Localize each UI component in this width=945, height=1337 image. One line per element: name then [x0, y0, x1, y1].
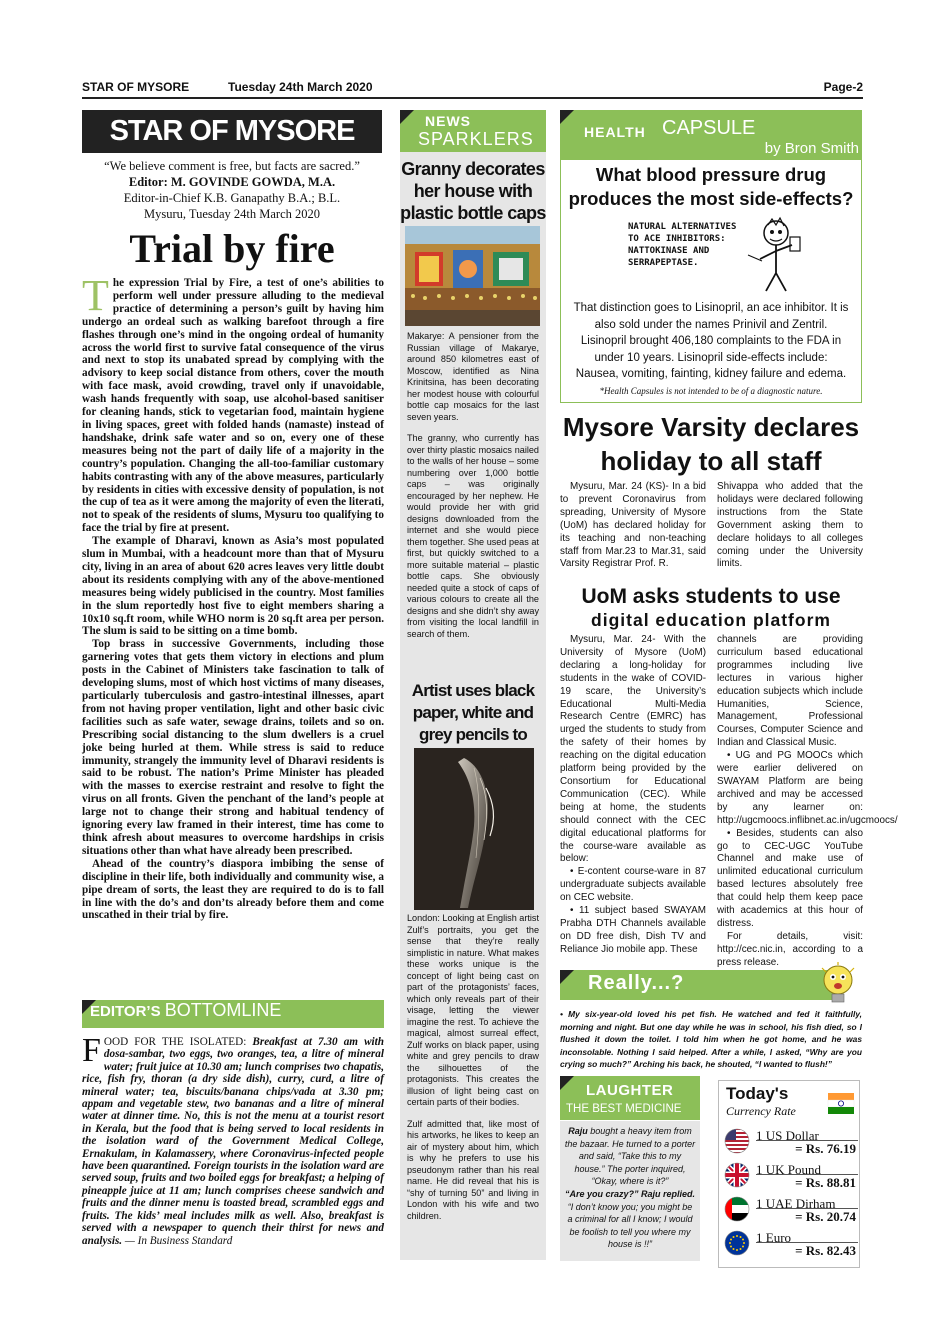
granny-story-paragraph: Makarye: A pensioner from the Russian village of Makarye, around 850 kilometres east of Moscow, identified as Nina Krinitsina, has been decorating her modest house with colourful bottle cap mosaics for the last seven years. — [407, 331, 539, 422]
artist-story-paragraph: London: Looking at English artist Zulf’s portraits, you get the sense that they’re really simplistic in nature. What makes these works unique is the concept of light being cast on part of the protagonists’ faces, which only reveals part of their visage, letting the viewer imagine the rest. To achieve the magical, almost surreal effect, Zulf works on black paper, using white and grey pencils to draw the silhouettes of the protagonists. This creates the illusion of light being cast on certain parts of their bodies. — [407, 913, 539, 1107]
editorial-dropcap: T — [82, 271, 109, 320]
news-sparklers-label-small: NEWS — [425, 113, 471, 129]
uom-paragraph: • 11 subject based SWAYAM Prabha DTH Channels available on DD free dish, Dish TV and Reliance Jio mobile app. These — [560, 905, 706, 955]
granny-story-title: Granny decorates her house with plastic bottle caps — [400, 159, 546, 223]
header-date: Tuesday 24th March 2020 — [228, 80, 373, 94]
currency-title: Today's — [726, 1084, 789, 1103]
bottomline-body — [82, 1032, 384, 1247]
currency-rate: = Rs. 88.81 — [795, 1175, 856, 1190]
currency-rate: = Rs. 76.19 — [795, 1141, 856, 1156]
laughter-label-small: THE BEST MEDICINE — [566, 1103, 682, 1115]
bottomline-text: Breakfast at 7.30 am with dosa-sambar, two eggs, two oranges, tea, a litre of mineral water; fruit juice at 10.30 am; lunch comprises two chapatis, rice, fish fry, thoran (a dry side dish), curry, curd, a litre of mineral water; tea, biscuits/banana chips/vada at 3.30 pm; appam and vegetable stew, two bananas and a litre of mineral water at dinner time. No, this is not the menu at a tourist resort in Kerala, but the food that is being served to local residents in the isolation ward of the Government Medical College, Ernakulam, in Kalamassery, where Coronavirus-infected people have been quarantined. Foreign tourists in the isolation ward are served soup, fruits and two boiled eggs for breakfast; a helping of pineapple juice at 11 am; lunch comprises cheese sandwich and fruits and the dinner menu is toasted bread, scrambled eggs and fruits. The kids’ meal includes milk as well. Also, breakfast is served with a newspaper to quench their thirst for news and analysis. — [82, 1036, 384, 1247]
artist-portrait-photo — [414, 748, 534, 910]
artist-story-title: Artist uses black paper, white and grey pencils to — [411, 681, 535, 744]
masthead-dateline: Mysuru, Tuesday 24th March 2020 — [143, 207, 321, 221]
health-capsule-label-big: CAPSULE — [662, 117, 756, 139]
editorial-paragraph: Top brass in successive Governments, including those garnering votes that gets them victory in elections and plum posts in the Cabinet of Ministers take fascination to talk of developing slums, most of which host victims of many diseases, particularly tuberculosis and gastro-intestinal illnesses, apart from not having proper ventilation, light and other basic civic facilities such as safe water, sewage drains, toilets and so on. Prescribing social distancing to the slum dwellers is a cruel joke being hurled at them. While stress is said to reduce immunity, strangely the immunity level of Dharavi residents is said to be robust. The nation’s Prime Minister has pleaded with the masses to exercise restraint and resolve to fight the virus on all fronts. Given the penchant of the land’s people at large not to change their strong and habitual tendency of ignoring every law framed in their interest, time has come to think afresh about measures to overcome hardships in crisis situations other than what have already been prescribed. — [82, 638, 384, 857]
eu-flag-icon — [724, 1230, 750, 1256]
laughter-name: Raju — [568, 1126, 588, 1136]
bottomline-lead: OOD FOR THE ISOLATED: — [103, 1036, 247, 1048]
bottomline-dropcap: F — [82, 1032, 101, 1069]
currency-name: 1 US Dollar — [756, 1128, 819, 1143]
masthead-info — [82, 158, 382, 222]
varsity-story-col1 — [560, 481, 706, 571]
uom-paragraph: • E-content course-ware in 87 undergraduate subjects available on CEC website. — [560, 866, 706, 904]
uom-paragraph: • Besides, students can also go to CEC-UGC YouTube Channel and make use of unlimited educational curriculum based lectures absolutely free that could help them keep pace with academics at this hour of distress. — [717, 827, 863, 929]
currency-subtitle: Currency Rate — [726, 1104, 796, 1118]
currency-row-eur — [722, 1228, 858, 1258]
varsity-story-col2 — [717, 481, 863, 571]
currency-row-gbp — [722, 1160, 858, 1190]
uom-paragraph: Mysuru, Mar. 24- With the University of Mysore (UoM) declaring a long-holiday for students in the wake of COVID-19 scare, the University’s Educational Multi-Media Research Centre (EMRC) has urged the students to study from the safety of their homes by reaching on the digital education platform being provided by the Consortium for Educational Communication (CEC). While being at home, the students should connect with the CEC digital educational platforms for the course-ware available as below: — [560, 634, 706, 865]
uom-story-title: UoM asks students to use — [581, 585, 841, 608]
health-capsule-note: *Health Capsules is not intended to be of a diagnostic nature. — [599, 386, 823, 396]
health-capsule-byline: by Bron Smith — [764, 140, 859, 157]
currency-rate: = Rs. 20.74 — [795, 1209, 856, 1224]
uom-story-subtitle: digital education platform — [591, 610, 831, 630]
header-paper-name: STAR OF MYSORE — [82, 80, 190, 94]
health-capsule-label-small: HEALTH — [584, 124, 646, 140]
uom-paragraph: channels are providing curriculum based educational programmes including live lectures in various higher education subjects which include Humanities, Science, Management, Professional Courses, Computer Science and Indian and Classical Music. — [717, 634, 863, 749]
health-capsule-question: What blood pressure drug produces the most side-effects? — [568, 164, 854, 209]
header-rule — [82, 97, 863, 99]
currency-rate: = Rs. 82.43 — [795, 1243, 856, 1258]
cartoon-caption: NATURAL ALTERNATIVES TO ACE INHIBITORS: NATTOKINASE AND SERRAPEPTASE. — [628, 222, 737, 268]
varsity-paragraph: Mysuru, Mar. 24 (KS)- In a bid to prevent Coronavirus from spreading, University of Mysore (UoM) has declared holiday for its teaching and non-teaching staff from Mar.23 to Mar.31, said Varsity Registrar Prof. R. — [560, 481, 706, 570]
us-flag-icon — [724, 1128, 750, 1154]
motto: “We believe comment is free, but facts are sacred.” — [104, 159, 360, 173]
editor-line: Editor: M. GOVINDE GOWDA, M.A. — [128, 175, 336, 189]
varsity-paragraph: Shivappa who added that the holidays were declared following instructions from the State Government asking them to declare holidays to all colleges coming under the University limits. — [717, 481, 863, 570]
laughter-text: bought a heavy item from the bazaar. He turned to a porter and said, “Take this to my house.” The porter inquired, “Okay, where is it?” — [564, 1126, 696, 1187]
banner-corner — [560, 110, 574, 124]
uom-story-col1 — [560, 634, 706, 957]
currency-row-usd — [722, 1126, 858, 1156]
editorial-body — [82, 271, 384, 922]
editorial-paragraph: The example of Dharavi, known as Asia’s most populated slum in Mumbai, with a headcount more than that of Mysuru city, living in an area of about 620 acres leaves very little doubt about its residents complying with any of the above-mentioned measures being widely publicised in the country. Most families in the slum reportedly host five to eight members sharing a 10x10 sq.ft room, while WHO norm is 20 sq.ft area per person. The slum is said to be sitting on a time bomb. — [82, 535, 384, 638]
editorial-paragraph: he expression Trial by Fire, a test of one’s abilities to perform well under pressure alluding to the medieval practice of determining a person’s guilt by having him undergo an ordeal such as walking barefoot through a fire flashes through one’s mind in the ongoing ordeal of humanity across the world first to survive fatal consequence of the virus and next to stop its unabated spread by complying with the advisory to keep social distance from others, cover the mouth with face mask, avoid crowding, travel only if unavoidable, wash hands frequently with soap, use alcohol-based sanitiser for cleaning hands, stick to vegetarian food, maintain hygiene in living spaces, greet with folded hands (namaste) instead of handshake, drink safe water and so on, every one of these measures being not the part of daily life of a majority in the country’s population. Changing the all-too-familiar customary habits contrasting with any of the above measures, particularly by residents in cities with excessive density of population, is not the cup of tea as it were among the majority of even the literati, not to speak of the residents of slums, Mysuru too qualifying to face the trial by fire at present. — [82, 277, 384, 535]
uom-paragraph: For details, visit: http://cec.nic.in, according to a press release. — [717, 930, 863, 968]
currency-name: 1 UAE Dirham — [756, 1196, 836, 1211]
varsity-story-title: Mysore Varsity declares holiday to all staff — [562, 412, 860, 476]
health-cartoon — [620, 215, 810, 295]
banner-corner — [560, 970, 574, 984]
granny-story-paragraph: The granny, who currently has over thirty plastic mosaics nailed to the walls of her house – some numbering over 1,000 bottle caps – was originally encouraged by her nephew. He would provide her with grid designs downloaded from the internet and she would piece them together. She used peas at first, but quickly switched to a more suitable material – plastic bottle caps. She obviously needed quite a stock of caps of various colours to create all the designs and she didn’t shy away from visiting the local landfill in search of them. — [407, 433, 539, 639]
uk-flag-icon — [724, 1162, 750, 1188]
granny-story-body — [407, 331, 539, 650]
really-body — [560, 1008, 862, 1071]
header-page-number: Page-2 — [823, 80, 863, 94]
editor-in-chief-line: Editor-in-Chief K.B. Ganapathy B.A.; B.L. — [123, 191, 341, 205]
india-flag-icon — [826, 1088, 856, 1118]
editorial-paragraph: Ahead of the country’s diaspora imbibing the sense of discipline in their life, both individually and community wise, a pipe dream of sorts, the least they are required to do is to fall in line with the do’s and don’ts already before them and come unscathed in their trial by fire. — [82, 857, 384, 922]
banner-corner — [400, 110, 414, 124]
doctor-cartoon-icon — [740, 215, 810, 295]
artist-story-body — [407, 913, 539, 1232]
masthead-title: STAR OF MYSORE — [82, 110, 382, 153]
bottomline-label-small: EDITOR’S — [90, 1003, 161, 1020]
laughter-text: “I don’t know you; you might be a criminal for all I know; I would be foolish to tell you where my house is !!” — [567, 1201, 693, 1250]
granny-house-photo — [405, 226, 540, 326]
really-text: • My six-year-old loved his pet fish. He watched and fed it faithfully, morning and night. But one day while he was in school, his fish died, so I flushed it down the toilet. I told him when he got home, and he was inconsolable. Nothing I said helped. After a while, I asked, “Why are you crying so much?” Arching his back, he shouted, “I wanted to flush!” — [560, 1009, 862, 1070]
bottomline-source: — In Business Standard — [124, 1234, 233, 1247]
banner-corner — [560, 1076, 574, 1090]
news-sparklers-label-big: SPARKLERS — [418, 129, 534, 149]
laughter-body — [560, 1121, 700, 1261]
uae-flag-icon — [724, 1196, 750, 1222]
uom-paragraph: • UG and PG MOOCs which were earlier delivered on SWAYAM Platform are being archived and may be accessed by any learner on: http://ugcmoocs.inflibnet.ac.in/ugcmoocs/ — [717, 750, 898, 826]
uom-story-col2 — [717, 634, 898, 970]
laughter-label-big: LAUGHTER — [586, 1082, 674, 1099]
editorial-title: Trial by fire — [129, 226, 335, 271]
lightbulb-icon — [818, 962, 858, 1008]
health-capsule-answer: That distinction goes to Lisinopril, an ace inhibitor. It is also sold under the names Prinivil and Zentril. Lisinopril brought 406,180 complaints to the FDA in under 10 years. Lisinopril side-effects include: Nausea, vomiting, fainting, kidney failure and edema. — [573, 302, 849, 380]
artist-story-paragraph: Zulf admitted that, like most of his artworks, he likes to keep an air of mystery about him, which is why he prefers to use his pseudonym rather than his real name. He did reveal that his is “shy of turning 50” and living in London with his wife and two children. — [407, 1118, 539, 1221]
currency-name: 1 Euro — [756, 1230, 792, 1245]
currency-name: 1 UK Pound — [756, 1162, 822, 1177]
bottomline-label — [90, 1000, 281, 1028]
really-label: Really...? — [588, 972, 685, 994]
laughter-text: “Are you crazy?” Raju replied. — [564, 1188, 696, 1199]
currency-row-aed — [722, 1194, 858, 1224]
bottomline-label-big: BOTTOMLINE — [164, 1000, 282, 1020]
